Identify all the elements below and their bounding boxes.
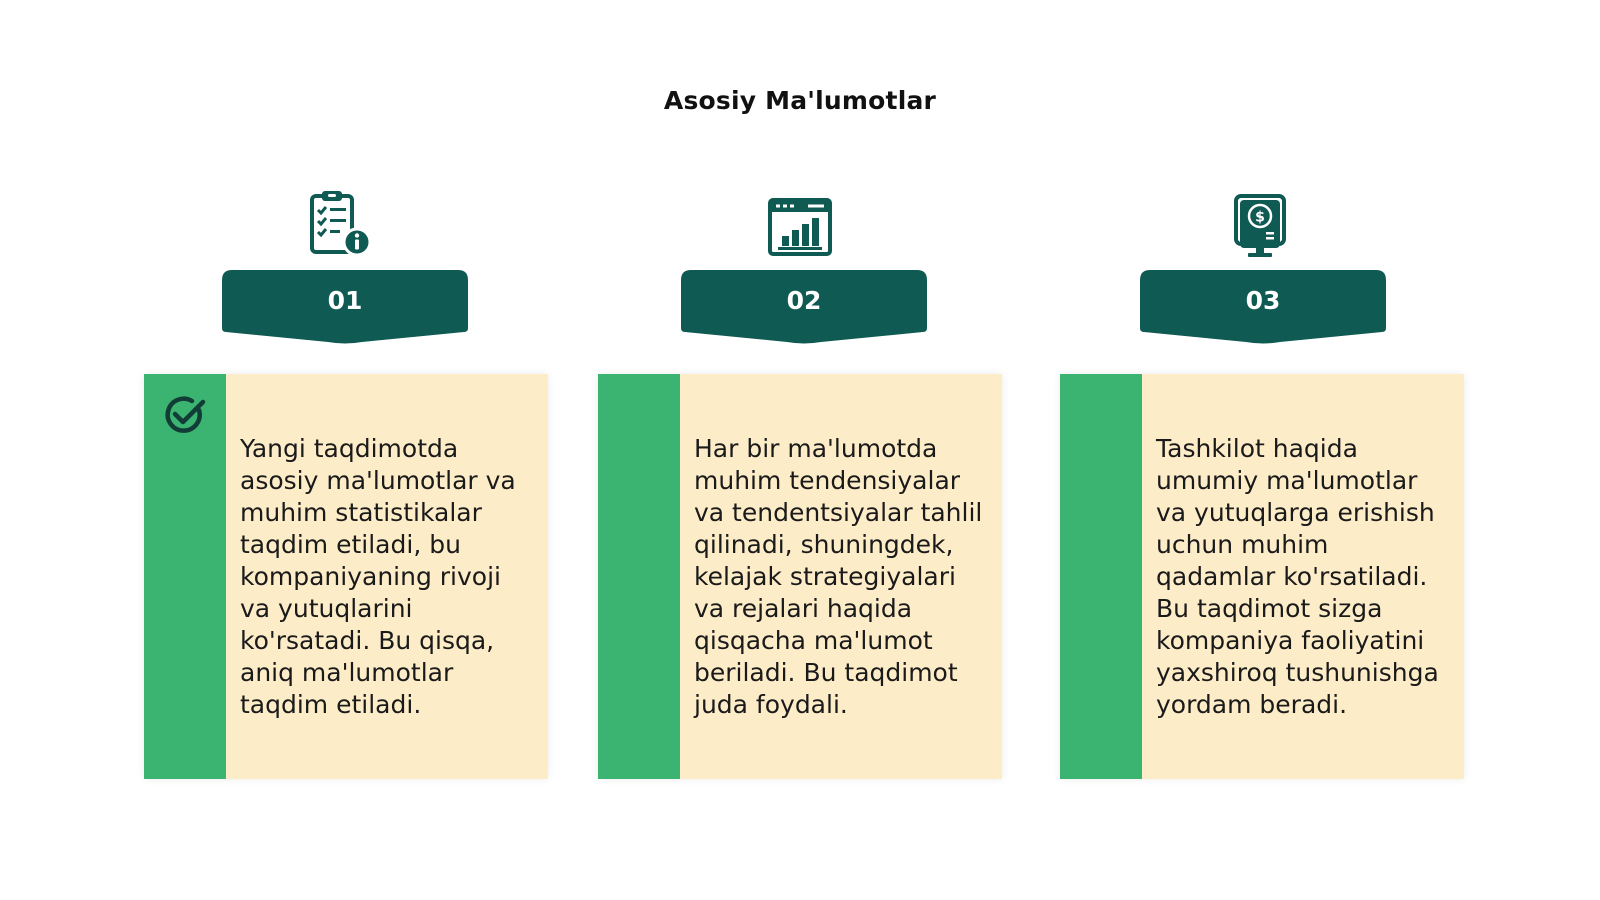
analytics-dashboard-icon — [764, 192, 836, 264]
card-accent-strip — [144, 374, 226, 779]
card-body — [1142, 374, 1464, 779]
card-accent-strip — [598, 374, 680, 779]
step-badge-03 — [1140, 270, 1386, 346]
svg-text:$: $ — [1255, 209, 1265, 226]
step-number: 02 — [786, 286, 822, 315]
step-badge-01 — [222, 270, 468, 346]
info-card-1 — [144, 374, 548, 779]
card-body — [226, 374, 548, 779]
step-badge-02 — [681, 270, 927, 346]
info-card-2 — [598, 374, 1002, 779]
card-text: Yangi taqdimotda asosiy ma'lumotlar va muhim statistikalar taqdim etiladi, bu kompaniyaning rivoji va yutuqlarini ko'rsatadi. Bu qisqa, aniq ma'lumotlar taqdim etiladi. — [240, 433, 516, 719]
card-body — [680, 374, 1002, 779]
check-circle-icon — [162, 392, 208, 438]
card-text: Har bir ma'lumotda muhim tendensiyalar va tendentsiyalar tahlil qilinadi, shuningdek, kelajak strategiyalari va rejalari haqida qisqacha ma'lumot beriladi. Bu taqdimot juda foydali. — [694, 433, 983, 719]
step-number: 01 — [327, 286, 363, 315]
step-number: 03 — [1245, 286, 1281, 315]
page-title: Asosiy Ma'lumotlar — [663, 86, 937, 115]
clipboard-checklist-info-icon — [302, 188, 374, 260]
info-card-3 — [1060, 374, 1464, 779]
card-text: Tashkilot haqida umumiy ma'lumotlar va yutuqlarga erishish uchun muhim qadamlar ko'rsatiladi. Bu taqdimot sizga kompaniya faoliyatini yaxshiroq tushunishga yordam beradi. — [1156, 433, 1439, 719]
card-accent-strip — [1060, 374, 1142, 779]
money-monitor-icon — [1226, 190, 1298, 262]
